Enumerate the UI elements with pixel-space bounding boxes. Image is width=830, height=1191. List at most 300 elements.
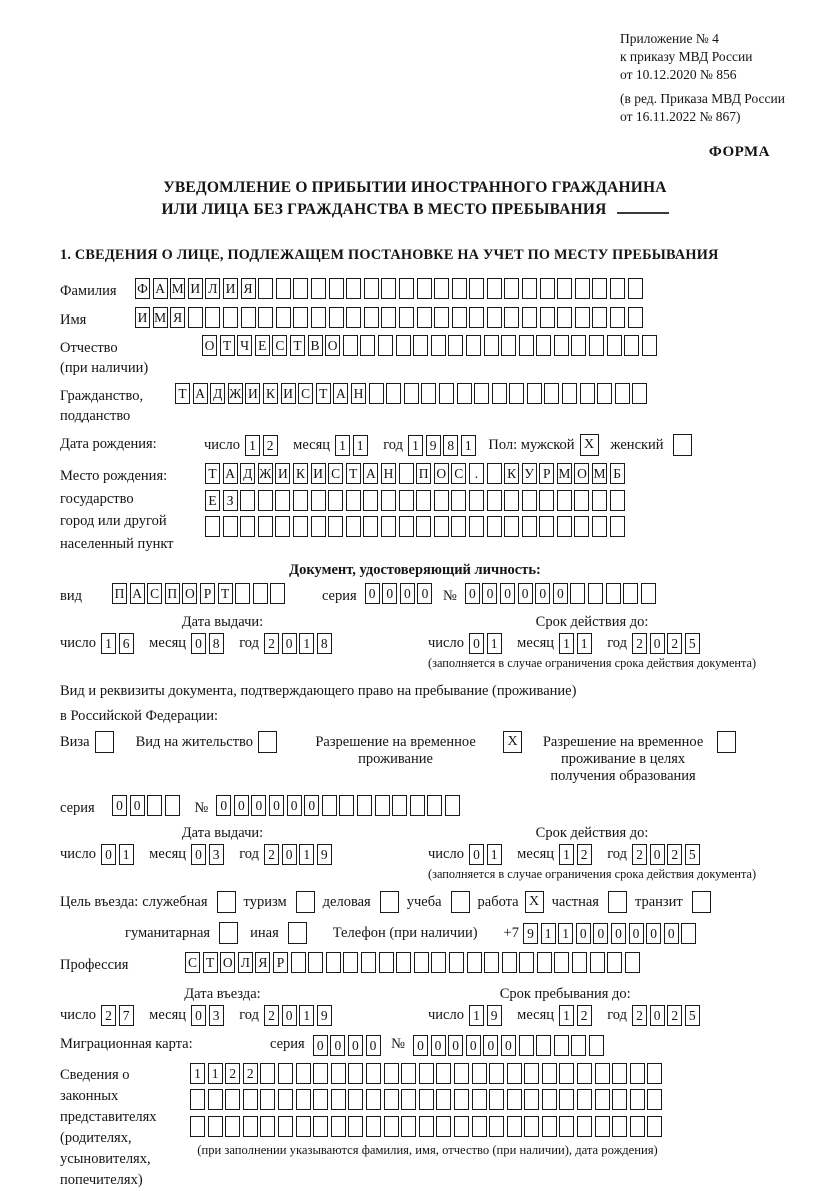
char-cell[interactable]: 0 — [234, 795, 249, 816]
char-cell[interactable]: 1 — [190, 1063, 205, 1084]
char-cell[interactable] — [577, 1063, 592, 1084]
char-cell[interactable]: 0 — [501, 1035, 516, 1056]
char-cell[interactable] — [489, 1089, 504, 1110]
char-cell[interactable]: И — [188, 278, 203, 299]
char-cell[interactable]: 5 — [685, 844, 700, 865]
char-cell[interactable] — [223, 516, 238, 537]
char-cell[interactable] — [509, 383, 524, 404]
char-cell[interactable] — [364, 307, 379, 328]
char-cell[interactable] — [278, 1063, 293, 1084]
char-cell[interactable]: 2 — [667, 1005, 682, 1026]
char-cell[interactable] — [524, 1063, 539, 1084]
char-cell[interactable]: 6 — [119, 633, 134, 654]
char-cell[interactable]: С — [298, 383, 313, 404]
char-cell[interactable]: С — [147, 583, 162, 604]
char-cell[interactable] — [205, 516, 220, 537]
char-cell[interactable] — [624, 335, 639, 356]
char-cell[interactable] — [522, 516, 537, 537]
char-cell[interactable] — [396, 335, 411, 356]
char-cell[interactable] — [270, 583, 285, 604]
char-cell[interactable] — [147, 795, 162, 816]
char-cell[interactable]: 0 — [101, 844, 116, 865]
char-cell[interactable] — [346, 307, 361, 328]
char-cell[interactable]: К — [504, 463, 519, 484]
char-cell[interactable] — [625, 952, 640, 973]
char-cell[interactable]: 0 — [313, 1035, 328, 1056]
char-cell[interactable] — [469, 278, 484, 299]
char-cell[interactable]: 0 — [650, 844, 665, 865]
char-cell[interactable] — [348, 1089, 363, 1110]
char-cell[interactable]: 9 — [487, 1005, 502, 1026]
char-cell[interactable]: Я — [170, 307, 185, 328]
purpose-study-checkbox[interactable] — [451, 891, 470, 913]
char-cell[interactable]: О — [220, 952, 235, 973]
char-cell[interactable] — [570, 583, 585, 604]
char-cell[interactable]: К — [293, 463, 308, 484]
purpose-tourism-checkbox[interactable] — [296, 891, 315, 913]
char-cell[interactable] — [413, 335, 428, 356]
char-cell[interactable]: 9 — [523, 923, 538, 944]
char-cell[interactable]: Я — [241, 278, 256, 299]
char-cell[interactable] — [577, 1089, 592, 1110]
sex-female-checkbox[interactable] — [673, 434, 692, 456]
char-cell[interactable]: Д — [210, 383, 225, 404]
char-cell[interactable] — [375, 795, 390, 816]
char-cell[interactable] — [434, 307, 449, 328]
char-cell[interactable] — [260, 1116, 275, 1137]
char-cell[interactable]: 0 — [413, 1035, 428, 1056]
char-cell[interactable] — [260, 1063, 275, 1084]
char-cell[interactable]: 0 — [282, 1005, 297, 1026]
char-cell[interactable]: 0 — [366, 1035, 381, 1056]
char-cell[interactable] — [607, 335, 622, 356]
char-cell[interactable] — [205, 307, 220, 328]
char-cell[interactable] — [348, 1063, 363, 1084]
char-cell[interactable] — [278, 1089, 293, 1110]
char-cell[interactable]: А — [333, 383, 348, 404]
char-cell[interactable] — [507, 1063, 522, 1084]
char-cell[interactable] — [311, 307, 326, 328]
char-cell[interactable] — [404, 383, 419, 404]
char-cell[interactable] — [384, 1116, 399, 1137]
char-cell[interactable]: 0 — [287, 795, 302, 816]
char-cell[interactable] — [536, 335, 551, 356]
char-cell[interactable]: О — [574, 463, 589, 484]
char-cell[interactable] — [647, 1116, 662, 1137]
char-cell[interactable] — [357, 795, 372, 816]
char-cell[interactable]: 1 — [487, 633, 502, 654]
char-cell[interactable] — [296, 1116, 311, 1137]
char-cell[interactable] — [313, 1116, 328, 1137]
char-cell[interactable] — [313, 1063, 328, 1084]
char-cell[interactable]: Т — [205, 463, 220, 484]
char-cell[interactable]: 2 — [264, 1005, 279, 1026]
char-cell[interactable] — [575, 278, 590, 299]
char-cell[interactable] — [291, 952, 306, 973]
char-cell[interactable] — [630, 1116, 645, 1137]
char-cell[interactable] — [331, 1089, 346, 1110]
char-cell[interactable]: Т — [220, 335, 235, 356]
char-cell[interactable] — [472, 1116, 487, 1137]
char-cell[interactable]: 0 — [282, 844, 297, 865]
char-cell[interactable] — [681, 923, 696, 944]
char-cell[interactable] — [527, 383, 542, 404]
char-cell[interactable]: 2 — [667, 633, 682, 654]
char-cell[interactable]: 2 — [632, 844, 647, 865]
char-cell[interactable] — [188, 307, 203, 328]
char-cell[interactable]: . — [469, 463, 484, 484]
char-cell[interactable] — [165, 795, 180, 816]
char-cell[interactable] — [451, 490, 466, 511]
char-cell[interactable] — [590, 952, 605, 973]
char-cell[interactable] — [258, 278, 273, 299]
char-cell[interactable]: 5 — [685, 1005, 700, 1026]
char-cell[interactable] — [571, 335, 586, 356]
char-cell[interactable] — [339, 795, 354, 816]
char-cell[interactable] — [606, 583, 621, 604]
char-cell[interactable] — [451, 516, 466, 537]
char-cell[interactable] — [559, 1116, 574, 1137]
char-cell[interactable] — [240, 516, 255, 537]
purpose-work-checkbox[interactable]: X — [525, 891, 544, 913]
char-cell[interactable] — [399, 516, 414, 537]
char-cell[interactable] — [258, 307, 273, 328]
char-cell[interactable] — [225, 1089, 240, 1110]
char-cell[interactable]: И — [223, 278, 238, 299]
char-cell[interactable] — [610, 307, 625, 328]
char-cell[interactable] — [507, 1089, 522, 1110]
char-cell[interactable] — [313, 1089, 328, 1110]
char-cell[interactable] — [311, 490, 326, 511]
visa-checkbox[interactable] — [95, 731, 114, 753]
char-cell[interactable]: 1 — [335, 435, 350, 456]
char-cell[interactable] — [419, 1089, 434, 1110]
char-cell[interactable] — [559, 1089, 574, 1110]
char-cell[interactable] — [386, 383, 401, 404]
char-cell[interactable] — [308, 952, 323, 973]
char-cell[interactable] — [416, 490, 431, 511]
char-cell[interactable] — [208, 1116, 223, 1137]
char-cell[interactable]: 1 — [245, 435, 260, 456]
char-cell[interactable] — [348, 1116, 363, 1137]
char-cell[interactable]: 1 — [299, 844, 314, 865]
char-cell[interactable]: 1 — [559, 633, 574, 654]
char-cell[interactable]: 1 — [101, 633, 116, 654]
char-cell[interactable] — [329, 307, 344, 328]
char-cell[interactable] — [328, 516, 343, 537]
char-cell[interactable]: М — [557, 463, 572, 484]
purpose-business-checkbox[interactable] — [380, 891, 399, 913]
char-cell[interactable]: 0 — [216, 795, 231, 816]
char-cell[interactable]: 0 — [269, 795, 284, 816]
char-cell[interactable]: Ж — [228, 383, 243, 404]
purpose-private-checkbox[interactable] — [608, 891, 627, 913]
char-cell[interactable] — [381, 490, 396, 511]
char-cell[interactable] — [427, 795, 442, 816]
char-cell[interactable] — [642, 335, 657, 356]
char-cell[interactable] — [610, 516, 625, 537]
char-cell[interactable]: 1 — [461, 435, 476, 456]
char-cell[interactable] — [235, 583, 250, 604]
char-cell[interactable] — [597, 383, 612, 404]
char-cell[interactable] — [540, 278, 555, 299]
char-cell[interactable]: 1 — [299, 633, 314, 654]
char-cell[interactable]: Р — [539, 463, 554, 484]
char-cell[interactable]: 1 — [558, 923, 573, 944]
char-cell[interactable] — [275, 516, 290, 537]
char-cell[interactable]: 1 — [541, 923, 556, 944]
char-cell[interactable] — [522, 490, 537, 511]
char-cell[interactable] — [381, 307, 396, 328]
char-cell[interactable] — [293, 490, 308, 511]
char-cell[interactable] — [329, 278, 344, 299]
char-cell[interactable]: Л — [238, 952, 253, 973]
char-cell[interactable] — [612, 1089, 627, 1110]
char-cell[interactable] — [522, 278, 537, 299]
char-cell[interactable] — [243, 1116, 258, 1137]
char-cell[interactable]: 7 — [119, 1005, 134, 1026]
char-cell[interactable]: 0 — [448, 1035, 463, 1056]
char-cell[interactable] — [311, 516, 326, 537]
char-cell[interactable]: 0 — [191, 633, 206, 654]
char-cell[interactable] — [241, 307, 256, 328]
char-cell[interactable] — [487, 490, 502, 511]
char-cell[interactable] — [449, 952, 464, 973]
char-cell[interactable]: 0 — [482, 583, 497, 604]
char-cell[interactable] — [647, 1089, 662, 1110]
char-cell[interactable]: Т — [203, 952, 218, 973]
char-cell[interactable] — [484, 335, 499, 356]
char-cell[interactable]: М — [153, 307, 168, 328]
char-cell[interactable] — [592, 516, 607, 537]
char-cell[interactable]: 0 — [664, 923, 679, 944]
char-cell[interactable] — [632, 383, 647, 404]
char-cell[interactable] — [434, 490, 449, 511]
char-cell[interactable] — [472, 1063, 487, 1084]
char-cell[interactable] — [399, 490, 414, 511]
char-cell[interactable]: 2 — [577, 844, 592, 865]
char-cell[interactable] — [419, 1063, 434, 1084]
char-cell[interactable] — [346, 490, 361, 511]
char-cell[interactable] — [574, 490, 589, 511]
char-cell[interactable] — [501, 335, 516, 356]
char-cell[interactable] — [417, 278, 432, 299]
char-cell[interactable]: 0 — [593, 923, 608, 944]
char-cell[interactable] — [431, 952, 446, 973]
char-cell[interactable] — [467, 952, 482, 973]
char-cell[interactable] — [419, 1116, 434, 1137]
char-cell[interactable] — [399, 307, 414, 328]
char-cell[interactable]: 0 — [348, 1035, 363, 1056]
residence-permit-checkbox[interactable] — [258, 731, 277, 753]
char-cell[interactable]: Т — [290, 335, 305, 356]
char-cell[interactable] — [326, 952, 341, 973]
char-cell[interactable] — [457, 383, 472, 404]
char-cell[interactable] — [487, 516, 502, 537]
char-cell[interactable] — [592, 490, 607, 511]
char-cell[interactable] — [240, 490, 255, 511]
char-cell[interactable]: 3 — [209, 844, 224, 865]
char-cell[interactable]: 0 — [400, 583, 415, 604]
char-cell[interactable]: 0 — [576, 923, 591, 944]
char-cell[interactable] — [504, 307, 519, 328]
char-cell[interactable] — [260, 1089, 275, 1110]
char-cell[interactable]: 2 — [243, 1063, 258, 1084]
char-cell[interactable] — [489, 1116, 504, 1137]
char-cell[interactable]: С — [328, 463, 343, 484]
char-cell[interactable] — [557, 278, 572, 299]
char-cell[interactable] — [421, 383, 436, 404]
char-cell[interactable] — [589, 335, 604, 356]
char-cell[interactable]: Р — [273, 952, 288, 973]
char-cell[interactable]: 2 — [632, 633, 647, 654]
char-cell[interactable] — [399, 463, 414, 484]
char-cell[interactable]: 9 — [426, 435, 441, 456]
char-cell[interactable]: 8 — [443, 435, 458, 456]
char-cell[interactable] — [524, 1089, 539, 1110]
char-cell[interactable] — [588, 583, 603, 604]
char-cell[interactable]: 1 — [353, 435, 368, 456]
char-cell[interactable] — [276, 278, 291, 299]
char-cell[interactable] — [539, 516, 554, 537]
char-cell[interactable]: 9 — [317, 844, 332, 865]
char-cell[interactable] — [559, 1063, 574, 1084]
char-cell[interactable]: Ч — [237, 335, 252, 356]
char-cell[interactable] — [610, 490, 625, 511]
char-cell[interactable] — [612, 1063, 627, 1084]
char-cell[interactable]: 1 — [559, 844, 574, 865]
char-cell[interactable] — [253, 583, 268, 604]
char-cell[interactable]: Р — [200, 583, 215, 604]
char-cell[interactable] — [623, 583, 638, 604]
char-cell[interactable]: И — [245, 383, 260, 404]
char-cell[interactable]: 0 — [535, 583, 550, 604]
char-cell[interactable] — [381, 278, 396, 299]
char-cell[interactable]: П — [416, 463, 431, 484]
char-cell[interactable] — [469, 516, 484, 537]
char-cell[interactable] — [381, 516, 396, 537]
char-cell[interactable] — [431, 335, 446, 356]
char-cell[interactable]: 2 — [225, 1063, 240, 1084]
char-cell[interactable] — [276, 307, 291, 328]
sex-male-checkbox[interactable]: X — [580, 434, 599, 456]
char-cell[interactable]: Д — [240, 463, 255, 484]
char-cell[interactable] — [580, 383, 595, 404]
char-cell[interactable] — [293, 278, 308, 299]
char-cell[interactable] — [630, 1063, 645, 1084]
char-cell[interactable] — [190, 1089, 205, 1110]
char-cell[interactable]: 0 — [650, 633, 665, 654]
char-cell[interactable]: И — [311, 463, 326, 484]
char-cell[interactable] — [401, 1116, 416, 1137]
char-cell[interactable]: У — [522, 463, 537, 484]
char-cell[interactable]: 1 — [119, 844, 134, 865]
char-cell[interactable]: 0 — [483, 1035, 498, 1056]
char-cell[interactable]: А — [363, 463, 378, 484]
char-cell[interactable] — [489, 1063, 504, 1084]
char-cell[interactable]: 0 — [382, 583, 397, 604]
char-cell[interactable]: Е — [255, 335, 270, 356]
char-cell[interactable] — [296, 1063, 311, 1084]
char-cell[interactable] — [641, 583, 656, 604]
purpose-other-checkbox[interactable] — [288, 922, 307, 944]
char-cell[interactable] — [363, 490, 378, 511]
char-cell[interactable] — [454, 1116, 469, 1137]
char-cell[interactable] — [595, 1063, 610, 1084]
char-cell[interactable] — [542, 1089, 557, 1110]
char-cell[interactable] — [469, 490, 484, 511]
char-cell[interactable] — [434, 516, 449, 537]
char-cell[interactable] — [592, 307, 607, 328]
char-cell[interactable]: 0 — [191, 844, 206, 865]
char-cell[interactable] — [487, 463, 502, 484]
temporary-residence-education-checkbox[interactable] — [717, 731, 736, 753]
char-cell[interactable]: 0 — [553, 583, 568, 604]
char-cell[interactable]: 2 — [632, 1005, 647, 1026]
char-cell[interactable]: 0 — [629, 923, 644, 944]
char-cell[interactable] — [384, 1089, 399, 1110]
char-cell[interactable]: 0 — [469, 844, 484, 865]
char-cell[interactable]: 0 — [469, 633, 484, 654]
char-cell[interactable] — [278, 1116, 293, 1137]
char-cell[interactable]: 8 — [209, 633, 224, 654]
char-cell[interactable]: Ф — [135, 278, 150, 299]
char-cell[interactable]: 0 — [130, 795, 145, 816]
char-cell[interactable] — [540, 307, 555, 328]
char-cell[interactable] — [369, 383, 384, 404]
char-cell[interactable]: И — [281, 383, 296, 404]
char-cell[interactable]: 0 — [330, 1035, 345, 1056]
char-cell[interactable] — [504, 278, 519, 299]
char-cell[interactable] — [258, 516, 273, 537]
char-cell[interactable] — [436, 1089, 451, 1110]
char-cell[interactable] — [384, 1063, 399, 1084]
char-cell[interactable] — [537, 952, 552, 973]
char-cell[interactable]: 1 — [299, 1005, 314, 1026]
char-cell[interactable] — [190, 1116, 205, 1137]
char-cell[interactable] — [557, 516, 572, 537]
char-cell[interactable]: 0 — [650, 1005, 665, 1026]
char-cell[interactable] — [454, 1063, 469, 1084]
char-cell[interactable]: Я — [255, 952, 270, 973]
char-cell[interactable] — [378, 335, 393, 356]
char-cell[interactable]: 2 — [101, 1005, 116, 1026]
char-cell[interactable]: П — [165, 583, 180, 604]
char-cell[interactable] — [524, 1116, 539, 1137]
char-cell[interactable]: С — [451, 463, 466, 484]
char-cell[interactable]: 2 — [264, 844, 279, 865]
char-cell[interactable]: 1 — [577, 633, 592, 654]
purpose-official-checkbox[interactable] — [217, 891, 236, 913]
char-cell[interactable] — [331, 1063, 346, 1084]
char-cell[interactable] — [434, 278, 449, 299]
char-cell[interactable]: А — [193, 383, 208, 404]
char-cell[interactable] — [454, 1089, 469, 1110]
char-cell[interactable] — [519, 952, 534, 973]
char-cell[interactable] — [392, 795, 407, 816]
char-cell[interactable]: 2 — [667, 844, 682, 865]
char-cell[interactable] — [243, 1089, 258, 1110]
char-cell[interactable]: С — [185, 952, 200, 973]
char-cell[interactable]: Б — [610, 463, 625, 484]
char-cell[interactable] — [275, 490, 290, 511]
char-cell[interactable] — [474, 383, 489, 404]
char-cell[interactable] — [628, 278, 643, 299]
char-cell[interactable]: А — [153, 278, 168, 299]
char-cell[interactable] — [331, 1116, 346, 1137]
char-cell[interactable]: З — [223, 490, 238, 511]
char-cell[interactable]: 0 — [466, 1035, 481, 1056]
